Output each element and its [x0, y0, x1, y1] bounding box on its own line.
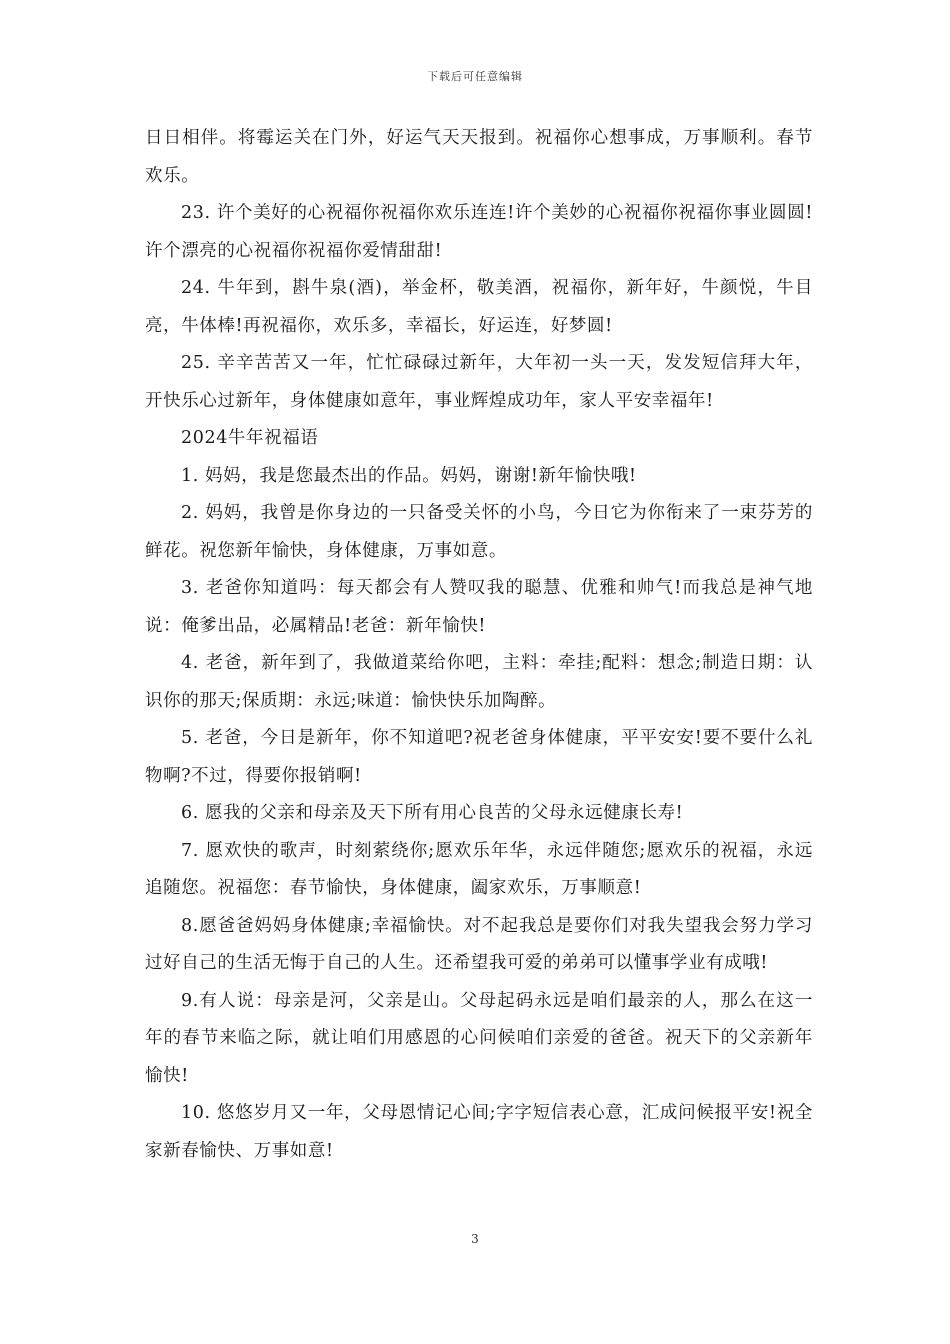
- paragraph-item-7: 7. 愿欢快的歌声，时刻萦绕你;愿欢乐年华，永远伴随您;愿欢乐的祝福，永远追随您。祝福您：春节愉快，身体健康，阖家欢乐，万事顺意!: [145, 840, 813, 898]
- page-header: 下载后可任意编辑: [427, 70, 523, 83]
- paragraph-item-6: 6. 愿我的父亲和母亲及天下所有用心良苦的父母永远健康长寿!: [181, 803, 684, 823]
- paragraph-item-9: 9.有人说：母亲是河，父亲是山。父母起码永远是咱们最亲的人，那么在这一年的春节来临之际，就让咱们用感恩的心问候咱们亲爱的爸爸。祝天下的父亲新年愉快!: [145, 990, 813, 1086]
- page-number: 3: [471, 1232, 479, 1246]
- paragraph-item-10: 10. 悠悠岁月又一年，父母恩情记心间;字字短信表心意，汇成问候报平安!祝全家新春愉快、万事如意!: [145, 1103, 813, 1161]
- paragraph-item-25: 25. 辛辛苦苦又一年，忙忙碌碌过新年，大年初一头一天，发发短信拜大年，开快乐心过新年，身体健康如意年，事业辉煌成功年，家人平安幸福年!: [145, 353, 813, 411]
- document-body: [145, 120, 813, 1170]
- paragraph-item-2: 2. 妈妈，我曾是你身边的一只备受关怀的小鸟，今日它为你衔来了一束芬芳的鲜花。祝您新年愉快，身体健康，万事如意。: [145, 503, 813, 561]
- paragraph-item-3: 3. 老爸你知道吗：每天都会有人赞叹我的聪慧、优雅和帅气!而我总是神气地说：俺爹出品，必属精品!老爸：新年愉快!: [145, 578, 813, 636]
- paragraph-item-24: 24. 牛年到，斟牛泉(酒)，举金杯，敬美酒，祝福你，新年好，牛颜悦，牛目亮，牛体棒!再祝福你，欢乐多，幸福长，好运连，好梦圆!: [145, 278, 813, 336]
- paragraph-item-4: 4. 老爸，新年到了，我做道菜给你吧，主料：牵挂;配料：想念;制造日期：认识你的那天;保质期：永远;味道：愉快快乐加陶醉。: [145, 653, 813, 711]
- section-heading: 2024牛年祝福语: [181, 428, 319, 448]
- paragraph-item-23: 23. 许个美好的心祝福你祝福你欢乐连连!许个美妙的心祝福你祝福你事业圆圆!许个漂亮的心祝福你祝福你爱情甜甜!: [145, 203, 813, 261]
- paragraph-item-8: 8.愿爸爸妈妈身体健康;幸福愉快。对不起我总是要你们对我失望我会努力学习过好自己的生活无悔于自己的人生。还希望我可爱的弟弟可以懂事学业有成哦!: [145, 915, 813, 973]
- paragraph-item-5: 5. 老爸，今日是新年，你不知道吧?祝老爸身体健康，平平安安!要不要什么礼物啊?不过，得要你报销啊!: [145, 728, 813, 786]
- paragraph-item-1: 1. 妈妈，我是您最杰出的作品。妈妈，谢谢!新年愉快哦!: [181, 465, 637, 486]
- paragraph-continuation: 日日相伴。将霉运关在门外，好运气天天报到。祝福你心想事成，万事顺利。春节欢乐。: [145, 128, 813, 186]
